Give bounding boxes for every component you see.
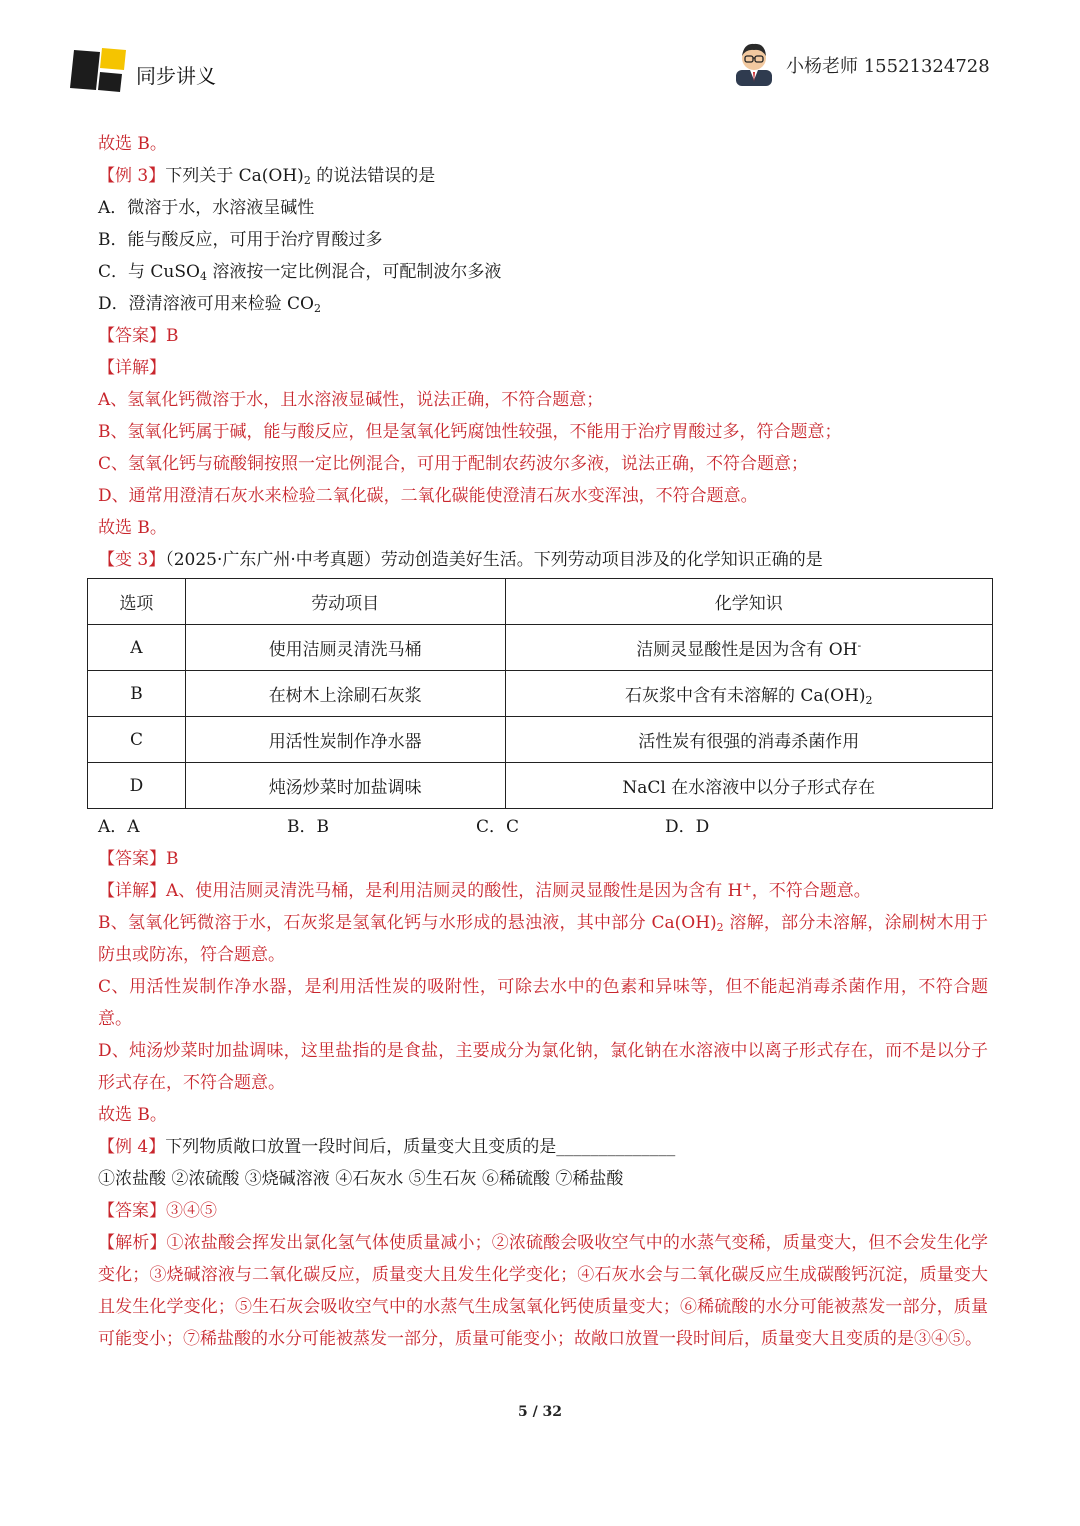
- example4-tag: 【例 4】: [98, 1137, 166, 1157]
- example4-items: ①浓盐酸 ②浓硫酸 ③烧碱溶液 ④石灰水 ⑤生石灰 ⑥稀硫酸 ⑦稀盐酸: [98, 1169, 624, 1189]
- explain-a-text: A、使用洁厕灵清洗马桶，是利用洁厕灵的酸性，洁厕灵显酸性是因为含有 H: [166, 881, 743, 901]
- table-cell-knowledge: 活性炭有很强的消毒杀菌作用: [505, 717, 993, 763]
- variant3-table: [87, 578, 993, 809]
- example3-option-c-sub: 4: [199, 270, 207, 283]
- example3-question: [98, 160, 988, 192]
- choice-c: C．C: [476, 817, 520, 837]
- teacher-avatar-icon: [732, 40, 776, 86]
- table-cell-option: B: [88, 671, 186, 717]
- example3-conclusion: 故选 B。: [98, 518, 167, 538]
- brand-logo: [70, 44, 126, 94]
- example3-explain-a: A、氢氧化钙微溶于水，且水溶液显碱性，说法正确，不符合题意；: [98, 390, 604, 410]
- example3-detail-tag: 【详解】: [98, 358, 166, 378]
- table-row: [88, 717, 993, 763]
- brand-name: 同步讲义: [136, 64, 216, 88]
- page-content: [98, 128, 988, 1355]
- analysis-tag: 【解析】: [98, 1233, 167, 1253]
- choice-b: B．B: [287, 817, 329, 837]
- answer-value: B: [166, 849, 179, 869]
- table-cell-task: 用活性炭制作净水器: [185, 717, 505, 763]
- example4-analysis: [98, 1227, 988, 1355]
- variant3-question: [98, 544, 988, 576]
- table-cell-option: A: [88, 625, 186, 671]
- table-cell-option: C: [88, 717, 186, 763]
- table-header-cell: 选项: [88, 579, 186, 625]
- example3-question-text-end: 的说法错误的是: [310, 166, 436, 186]
- example3-explain-d: D、通常用澄清石灰水来检验二氧化碳，二氧化碳能使澄清石灰水变浑浊，不符合题意。: [98, 486, 758, 506]
- table-header-cell: 劳动项目: [185, 579, 505, 625]
- table-row: [88, 671, 993, 717]
- table-cell-option: D: [88, 763, 186, 809]
- variant3-explain-b: [98, 907, 988, 971]
- table-cell-task: 使用洁厕灵清洗马桶: [185, 625, 505, 671]
- knowledge-text: 石灰浆中含有未溶解的 Ca(OH): [624, 686, 866, 706]
- table-header-row: [88, 579, 993, 625]
- knowledge-sup: -: [857, 639, 862, 652]
- explain-a-sup: +: [742, 880, 752, 893]
- answer-tag: 【答案】: [98, 326, 166, 346]
- choice-a: A．A: [98, 817, 140, 837]
- variant3-answer: [98, 843, 988, 875]
- example3-option-d: [98, 288, 988, 320]
- example4-question-text: 下列物质敞口放置一段时间后，质量变大且变质的是______________: [165, 1137, 676, 1157]
- explain-a-text-end: ，不符合题意。: [751, 881, 871, 901]
- table-header-cell: 化学知识: [505, 579, 993, 625]
- example3-option-d-text: D．澄清溶液可用来检验 CO: [98, 294, 314, 314]
- analysis-text: ①浓盐酸会挥发出氯化氢气体使质量减小；②浓硫酸会吸收空气中的水蒸气变稀，质量变大，但不会发生化学变化；③烧碱溶液与二氧化碳反应，质量变大且发生化学变化；④石灰水会与二氧化碳反应生成碳酸钙沉淀，质量变大且发生化学变化；⑤生石灰会吸收空气中的水蒸气生成氢氧化钙使质量变大；⑥稀硫酸的水分可能被蒸发一部分，质量可能变小；⑦稀盐酸的水分可能被蒸发一部分，质量可能变小；故敞口放置一段时间后，质量变大且变质的是③④⑤。: [98, 1233, 989, 1349]
- teacher-contact: 小杨老师 15521324728: [786, 56, 990, 77]
- knowledge-sub: 2: [865, 694, 873, 707]
- table-row: [88, 763, 993, 809]
- variant3-choices: [98, 811, 988, 843]
- example3-option-c: [98, 256, 988, 288]
- variant3-explain-c: C、用活性炭制作净水器，是利用活性炭的吸附性，可除去水中的色素和异味等，但不能起消毒杀菌作用，不符合题意。: [98, 977, 988, 1029]
- example3-option-a: A．微溶于水，水溶液呈碱性: [98, 198, 315, 218]
- answer-value: ③④⑤: [166, 1201, 217, 1221]
- table-cell-knowledge: [505, 671, 993, 717]
- example3-question-text: 下列关于 Ca(OH): [165, 166, 304, 186]
- table-cell-knowledge: NaCl 在水溶液中以分子形式存在: [505, 763, 993, 809]
- explain-b-sub: 2: [716, 921, 724, 934]
- variant3-explain-a: [98, 875, 988, 907]
- example3-option-b: B．能与酸反应，可用于治疗胃酸过多: [98, 230, 383, 250]
- example4-answer: [98, 1195, 988, 1227]
- page-header: [0, 0, 1080, 110]
- top-conclusion: 故选 B。: [98, 134, 167, 154]
- example3-explain-c: C、氢氧化钙与硫酸铜按照一定比例混合，可用于配制农药波尔多液，说法正确，不符合题意；: [98, 454, 809, 474]
- page-number: 5 / 32: [517, 1404, 563, 1420]
- answer-tag: 【答案】: [98, 849, 166, 869]
- choice-d: D．D: [665, 817, 710, 837]
- example3-option-d-sub: 2: [313, 302, 321, 315]
- variant3-question-text: （2025·广东广州·中考真题）劳动创造美好生活。下列劳动项目涉及的化学知识正确的是: [165, 550, 823, 570]
- example3-explain-b: B、氢氧化钙属于碱，能与酸反应，但是氢氧化钙腐蚀性较强，不能用于治疗胃酸过多，符合题意；: [98, 422, 842, 442]
- example3-option-c-text-end: 溶液按一定比例混合，可配制波尔多液: [206, 262, 502, 282]
- explain-b-text-end: 溶解，部分未溶解，涂刷树木用于防虫或防冻，符合题意。: [98, 913, 988, 965]
- table-row: [88, 625, 993, 671]
- table-cell-knowledge: [505, 625, 993, 671]
- detail-tag: 【详解】: [98, 881, 166, 901]
- example3-question-sub: 2: [303, 174, 311, 187]
- example3-tag: 【例 3】: [98, 166, 166, 186]
- knowledge-text: 洁厕灵显酸性是因为含有 OH: [636, 640, 858, 660]
- example4-question: [98, 1131, 988, 1163]
- answer-tag: 【答案】: [98, 1201, 166, 1221]
- table-cell-task: 炖汤炒菜时加盐调味: [185, 763, 505, 809]
- answer-value: B: [166, 326, 179, 346]
- variant3-conclusion: 故选 B。: [98, 1105, 167, 1125]
- example3-answer: [98, 320, 988, 352]
- variant3-tag: 【变 3】: [98, 550, 166, 570]
- explain-b-text: B、氢氧化钙微溶于水，石灰浆是氢氧化钙与水形成的悬浊液，其中部分 Ca(OH): [98, 913, 717, 933]
- table-cell-task: 在树木上涂刷石灰浆: [185, 671, 505, 717]
- variant3-explain-d: D、炖汤炒菜时加盐调味，这里盐指的是食盐，主要成分为氯化钠，氯化钠在水溶液中以离子形式存在，而不是以分子形式存在，不符合题意。: [98, 1041, 988, 1093]
- example3-option-c-text: C．与 CuSO: [98, 262, 200, 282]
